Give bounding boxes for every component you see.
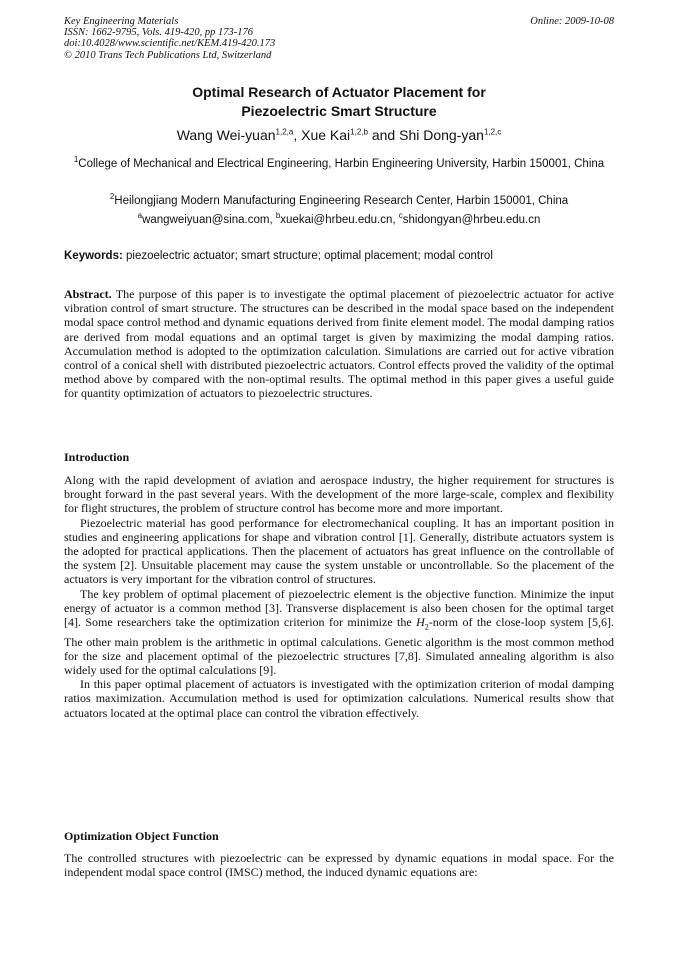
paragraph: In this paper optimal placement of actuators is investigated with the optimization criterion of modal damping ratios maximization. Accumulation method is used for optimization calculations. Numerical results show that actuators located at the optimal place can control the vibration effectively. bbox=[64, 677, 614, 720]
abstract bbox=[64, 287, 614, 401]
author-emails bbox=[62, 213, 616, 228]
email-sup: a bbox=[137, 211, 143, 221]
paragraph-text: The key problem of optimal placement of piezoelectric element is the objective function. Minimize the input energy of actuator is a common method [3]. Transverse displacement is also been chosen for the optimal target [4]. Some researchers take the optimization criterion for minimize the bbox=[64, 586, 614, 630]
keywords-text: piezoelectric actuator; smart structure; optimal placement; modal control bbox=[122, 250, 493, 262]
email-sup: b bbox=[275, 211, 281, 221]
paragraph-text: -norm of the close-loop system [5,6]. The other main problem is the arithmetic in optimal calculations. Genetic algorithm is the most common method for the size and placement optimal of the piezoelectric structures [7,8]. Simulated annealing algorithm is also widely used for the optimal calculations [9]. bbox=[64, 615, 614, 678]
author-affil-sup: 1,2,c bbox=[483, 127, 502, 137]
abstract-text: The purpose of this paper is to investigate the optimal placement of piezoelectric actuator for active vibration control of smart structure. The structures can be described in the modal space based on the independent modal space control method and dynamic equations derived from finite element model. The modal damping ratios are derived from modal equations and an optimal target is given by maximizing the modal damping ratios. Accumulation method is adopted to the optimization calculation. Simulations are carried out for active vibration control of a conical shell with distributed piezoelectric actuators. Control effects proved the validity of the optimal method above by compared with the non-optimal results. The optimal method in this paper gives a useful guide for quantity optimization of actuators to piezoelectric structures. bbox=[64, 287, 614, 401]
author-name: Wang Wei-yuan bbox=[176, 127, 276, 143]
journal-name: Key Engineering Materials bbox=[64, 16, 179, 27]
author-list bbox=[0, 127, 678, 143]
email-link[interactable]: xuekai@hrbeu.edu.cn, bbox=[280, 214, 399, 226]
email-sup: c bbox=[398, 211, 403, 221]
section-heading-optimization: Optimization Object Function bbox=[64, 829, 219, 843]
author-name: Xue Kai bbox=[301, 127, 351, 143]
affiliation-2 bbox=[62, 194, 616, 209]
affiliation-1 bbox=[62, 157, 616, 172]
email-link[interactable]: wangweiyuan@sina.com, bbox=[142, 214, 276, 226]
title-line-1: Optimal Research of Actuator Placement for bbox=[192, 84, 486, 100]
author-separator: and bbox=[367, 127, 400, 143]
author-name: Shi Dong-yan bbox=[399, 127, 484, 143]
introduction-body bbox=[64, 473, 614, 720]
paragraph bbox=[64, 587, 614, 678]
journal-issn: ISSN: 1662-9795, Vols. 419-420, pp 173-176 bbox=[64, 27, 253, 39]
h2-symbol: H bbox=[416, 615, 425, 630]
author-affil-sup: 1,2,a bbox=[275, 127, 294, 137]
title-line-2: Piezoelectric Smart Structure bbox=[241, 103, 437, 119]
paragraph: The controlled structures with piezoelectric can be expressed by dynamic equations in modal space. For the independent modal space control (IMSC) method, the induced dynamic equations are: bbox=[64, 851, 614, 880]
optimization-body bbox=[64, 851, 614, 879]
affiliation-text: Heilongjiang Modern Manufacturing Engineering Research Center, Harbin 150001, China bbox=[114, 195, 569, 207]
author-separator: , bbox=[293, 127, 302, 143]
journal-doi[interactable]: doi:10.4028/www.scientific.net/KEM.419-420.173 bbox=[64, 38, 276, 50]
h2-subscript: 2 bbox=[424, 622, 429, 632]
section-heading-introduction: Introduction bbox=[64, 450, 130, 464]
keywords-label: Keywords: bbox=[64, 250, 123, 262]
affiliation-sup: 1 bbox=[73, 155, 79, 165]
author-affil-sup: 1,2,b bbox=[350, 127, 368, 137]
paragraph: Along with the rapid development of aviation and aerospace industry, the higher requirement for structures is brought forward in the past several years. With the development of the more large-scale, complex and flexibility for flight structures, the problem of structure control has become more and more important. bbox=[64, 473, 614, 516]
affiliation-text: College of Mechanical and Electrical Engineering, Harbin Engineering University, Harbin 150001, China bbox=[78, 158, 605, 170]
affiliation-sup: 2 bbox=[109, 192, 115, 202]
abstract-label: Abstract. bbox=[64, 287, 112, 301]
journal-info bbox=[64, 16, 275, 61]
journal-copyright: © 2010 Trans Tech Publications Ltd, Switzerland bbox=[64, 49, 272, 61]
paper-title bbox=[0, 83, 678, 121]
keywords bbox=[64, 250, 614, 262]
email-link[interactable]: shidongyan@hrbeu.edu.cn bbox=[402, 214, 541, 226]
online-date: Online: 2009-10-08 bbox=[530, 16, 614, 27]
paragraph: Piezoelectric material has good performance for electromechanical coupling. It has an important position in studies and engineering applications for shape and vibration control [1]. Generally, distribute actuators system is the adopted for practical applications. Then the placement of actuators has great influence on the controllable of the system [2]. Unsuitable placement may cause the system unstable or uncontrollable. So the placement of the actuators is very important for the vibration control of structures. bbox=[64, 515, 614, 587]
